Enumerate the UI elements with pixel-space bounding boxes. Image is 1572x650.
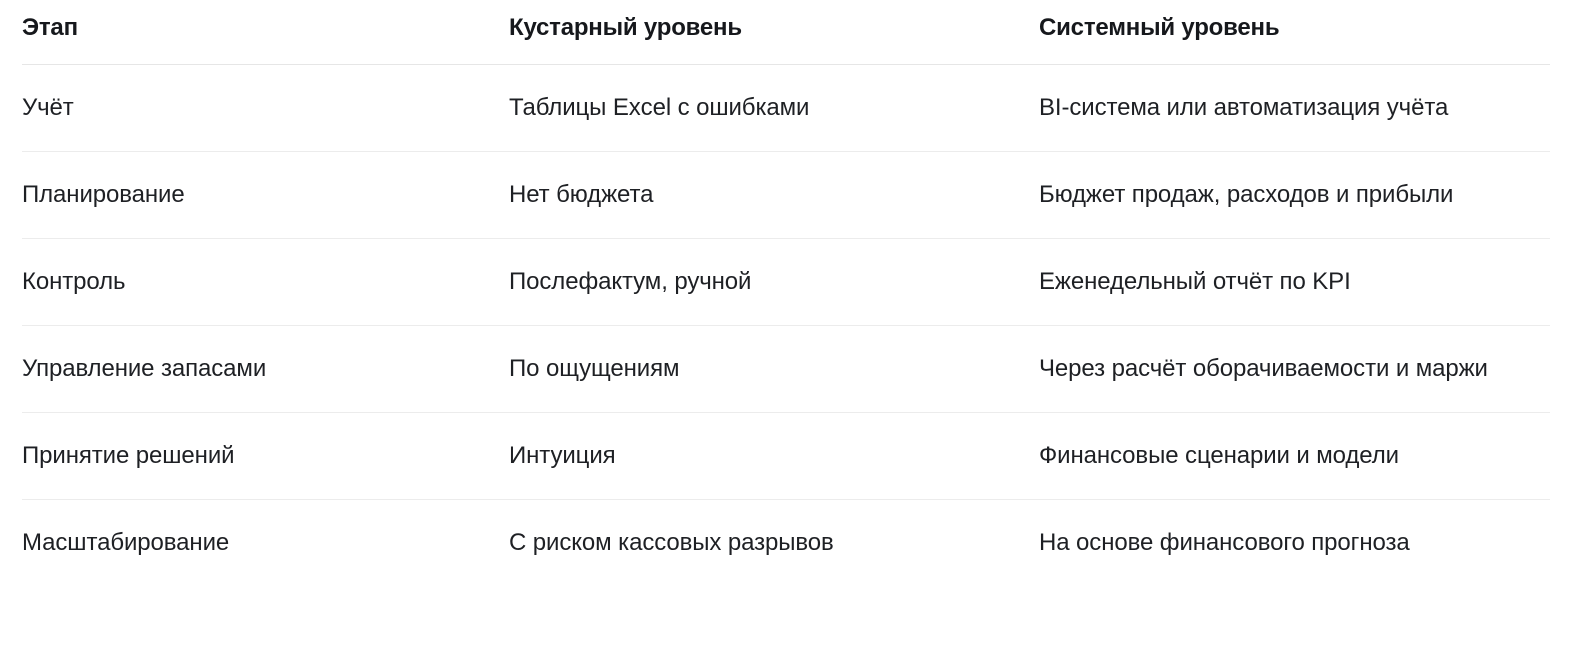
comparison-table [22,0,1550,586]
cell-stage: Масштабирование [22,529,230,557]
cell-stage: Принятие решений [22,413,509,500]
cell-system-level: Через расчёт оборачиваемости и маржи [1039,326,1550,413]
cell-craft-level: Интуиция [509,413,1039,500]
table-row [22,239,1550,326]
column-header-craft-level: Кустарный уровень [509,0,1039,65]
cell-craft-level: Нет бюджета [509,152,1039,239]
table-body [22,65,1550,587]
table-header-row [22,0,1550,65]
cell-system-level: BI-система или автоматизация учёта [1039,65,1550,152]
cell-stage: Управление запасами [22,326,509,413]
table-row [22,65,1550,152]
cell-craft-level: По ощущениям [509,326,1039,413]
cell-stage: Планирование [22,152,509,239]
cell-system-level: Еженедельный отчёт по KPI [1039,239,1550,326]
cell-system-level: На основе финансового прогноза [1039,529,1410,557]
cell-craft-level: Послефактум, ручной [509,239,1039,326]
cell-stage: Контроль [22,239,509,326]
table-row [22,326,1550,413]
table-row [22,500,1550,587]
cell-craft-level: С риском кассовых разрывов [509,529,834,557]
cell-craft-level: Таблицы Excel с ошибками [509,65,1039,152]
table-row [22,413,1550,500]
table-header [22,0,1550,65]
column-header-stage: Этап [22,0,509,65]
cell-system-level: Финансовые сценарии и модели [1039,413,1550,500]
cell-stage: Учёт [22,65,509,152]
cell-system-level: Бюджет продаж, расходов и прибыли [1039,152,1550,239]
table-row [22,152,1550,239]
column-header-system-level: Системный уровень [1039,0,1550,65]
